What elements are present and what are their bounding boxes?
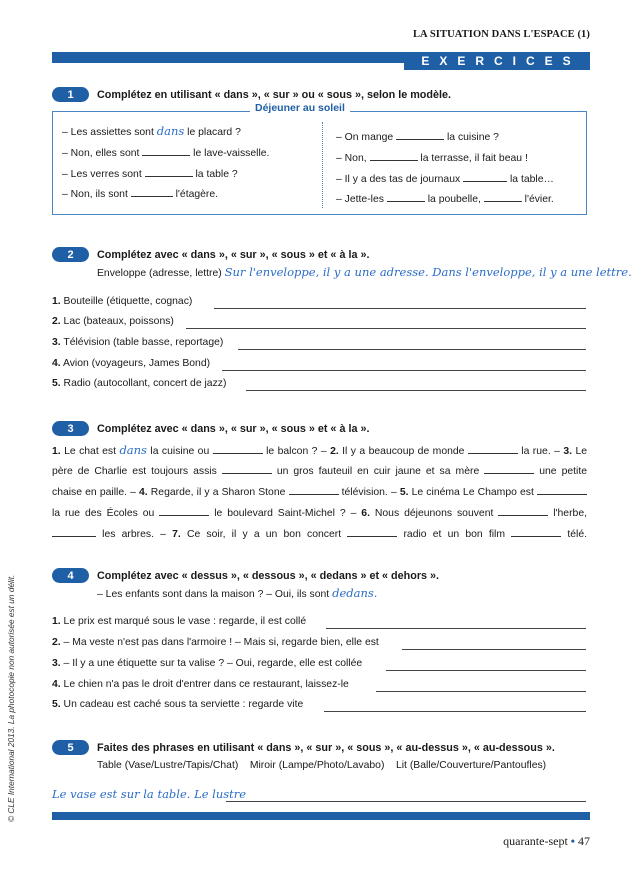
answer-blank[interactable] <box>52 527 96 537</box>
ex4-item-4: 4. Le chien n'a pas le droit d'entrer dans ce restaurant, laissez-le <box>52 679 349 690</box>
answer-line[interactable] <box>246 390 586 391</box>
box-divider <box>322 122 323 208</box>
ex4-model: – Les enfants sont dans la maison ? – Oui, ils sont dedans. <box>97 586 378 600</box>
exercise-5-heading <box>52 740 555 755</box>
ex1-right-line-1: – On mange la cuisine ? <box>336 132 499 143</box>
exercise-2-heading <box>52 247 369 262</box>
ex5-prompts: Table (Vase/Lustre/Tapis/Chat) Miroir (Lampe/Photo/Lavabo) Lit (Balle/Couverture/Pantoufles) <box>97 760 547 771</box>
answer-line[interactable] <box>222 370 586 371</box>
answer-line[interactable] <box>376 691 586 692</box>
exercise-instruction: Faites des phrases en utilisant « dans », « sur », « sous », « au-dessus », « au-dessous ». <box>97 741 555 754</box>
handwritten-answer: dans <box>119 443 147 457</box>
answer-blank[interactable] <box>484 192 522 202</box>
ex3-line-1: 1. Le chat est dans la cuisine ou le balcon ? – 2. Il y a beaucoup de monde la rue. – 3. Le <box>52 443 587 457</box>
answer-blank[interactable] <box>213 444 263 454</box>
ex3-line-5: les arbres. – 7. Ce soir, il y a un bon concert radio et un bon film télé. <box>52 524 587 545</box>
answer-blank[interactable] <box>159 506 209 516</box>
answer-line[interactable] <box>214 308 586 309</box>
answer-blank[interactable] <box>131 187 173 197</box>
handwritten-answer: Sur l'enveloppe, il y a une adresse. Dans l'enveloppe, il y a une lettre. <box>224 265 632 279</box>
answer-blank[interactable] <box>468 444 518 454</box>
ex3-line-3: chaise en paille. – 4. Regarde, il y a Sharon Stone télévision. – 5. Le cinéma Le Champo est <box>52 482 587 503</box>
exercise-instruction: Complétez avec « dans », « sur », « sous » et « à la ». <box>97 422 370 435</box>
ex2-item-3: 3. Télévision (table basse, reportage) <box>52 337 224 348</box>
handwritten-answer: dedans. <box>332 586 378 600</box>
ex1-right-line-3: – Il y a des tas de journaux la table… <box>336 174 554 185</box>
answer-blank[interactable] <box>142 146 190 156</box>
page-word: quarante-sept <box>503 834 568 848</box>
page-footer <box>503 834 590 849</box>
answer-blank[interactable] <box>396 130 444 140</box>
ex2-item-4: 4. Avion (voyageurs, James Bond) <box>52 358 211 369</box>
ex2-item-5: 5. Radio (autocollant, concert de jazz) <box>52 378 227 389</box>
answer-blank[interactable] <box>511 527 561 537</box>
exercise-number-badge: 5 <box>52 740 89 755</box>
exercices-banner: EXERCICES <box>404 52 590 70</box>
ex2-model: Enveloppe (adresse, lettre) Sur l'enveloppe, il y a une adresse. Dans l'enveloppe, il y a une lettre. <box>97 265 632 279</box>
exercise-4-heading <box>52 568 439 583</box>
answer-line[interactable] <box>326 628 586 629</box>
handwritten-answer: Le vase est sur la table. Le lustre <box>52 787 247 801</box>
answer-line[interactable] <box>386 670 586 671</box>
ex1-left-line-4: – Non, ils sont l'étagère. <box>62 189 219 200</box>
exercise-number-badge: 1 <box>52 87 89 102</box>
ex1-right-line-4: – Jette-les la poubelle, l'évier. <box>336 194 554 205</box>
exercise-instruction: Complétez en utilisant « dans », « sur » ou « sous », selon le modèle. <box>97 88 451 101</box>
exercise-number-badge: 2 <box>52 247 89 262</box>
bullet-icon: • <box>570 834 575 848</box>
exercise-1-heading <box>52 87 451 102</box>
ex1-left-line-1: – Les assiettes sont dans le placard ? <box>62 124 241 138</box>
ex2-item-1: 1. Bouteille (étiquette, cognac) <box>52 296 193 307</box>
ex5-model <box>52 787 246 801</box>
exercise-number-badge: 4 <box>52 568 89 583</box>
answer-line[interactable] <box>186 328 586 329</box>
answer-blank[interactable] <box>463 172 507 182</box>
copyright-notice: © CLE International 2013. La photocopie non autorisée est un délit. <box>6 574 16 822</box>
answer-blank[interactable] <box>289 485 339 495</box>
answer-blank[interactable] <box>347 527 397 537</box>
handwritten-answer: dans <box>156 124 185 138</box>
answer-line[interactable] <box>226 801 586 802</box>
answer-blank[interactable] <box>145 167 193 177</box>
answer-line[interactable] <box>324 711 586 712</box>
ex4-item-5: 5. Un cadeau est caché sous ta serviette : regarde vite <box>52 699 304 710</box>
answer-blank[interactable] <box>484 464 534 474</box>
exercise-number-badge: 3 <box>52 421 89 436</box>
answer-line[interactable] <box>238 349 586 350</box>
ex1-left-line-2: – Non, elles sont le lave-vaisselle. <box>62 148 270 159</box>
ex4-item-3: 3. – Il y a une étiquette sur ta valise ? – Oui, regarde, elle est collée <box>52 658 363 669</box>
ex4-item-2: 2. – Ma veste n'est pas dans l'armoire ! – Mais si, regarde bien, elle est <box>52 637 379 648</box>
chapter-title: LA SITUATION DANS L'ESPACE (1) <box>412 29 590 40</box>
exercise-instruction: Complétez avec « dessus », « dessous », « dedans » et « dehors ». <box>97 569 440 582</box>
exercise-instruction: Complétez avec « dans », « sur », « sous » et « à la ». <box>97 248 370 261</box>
answer-blank[interactable] <box>370 151 418 161</box>
footer-rule <box>52 812 590 820</box>
ex3-line-4: la rue des Écoles ou le boulevard Saint-Michel ? – 6. Nous déjeunons souvent l'herbe, <box>52 508 587 519</box>
exercise-3-heading <box>52 421 369 436</box>
ex4-item-1: 1. Le prix est marqué sous le vase : regarde, il est collé <box>52 616 307 627</box>
answer-blank[interactable] <box>387 192 425 202</box>
ex1-right-line-2: – Non, la terrasse, il fait beau ! <box>336 153 528 164</box>
answer-blank[interactable] <box>222 464 272 474</box>
page-number: 47 <box>578 834 590 848</box>
ex2-item-2: 2. Lac (bateaux, poissons) <box>52 316 174 327</box>
ex3-line-2: père de Charlie est toujours assis un gros fauteuil en cuir jaune et sa mère une petite <box>52 466 588 477</box>
box-title: Déjeuner au soleil <box>250 102 350 114</box>
answer-blank[interactable] <box>537 485 587 495</box>
answer-blank[interactable] <box>498 506 548 516</box>
ex1-left-line-3: – Les verres sont la table ? <box>62 169 238 180</box>
answer-line[interactable] <box>402 649 586 650</box>
